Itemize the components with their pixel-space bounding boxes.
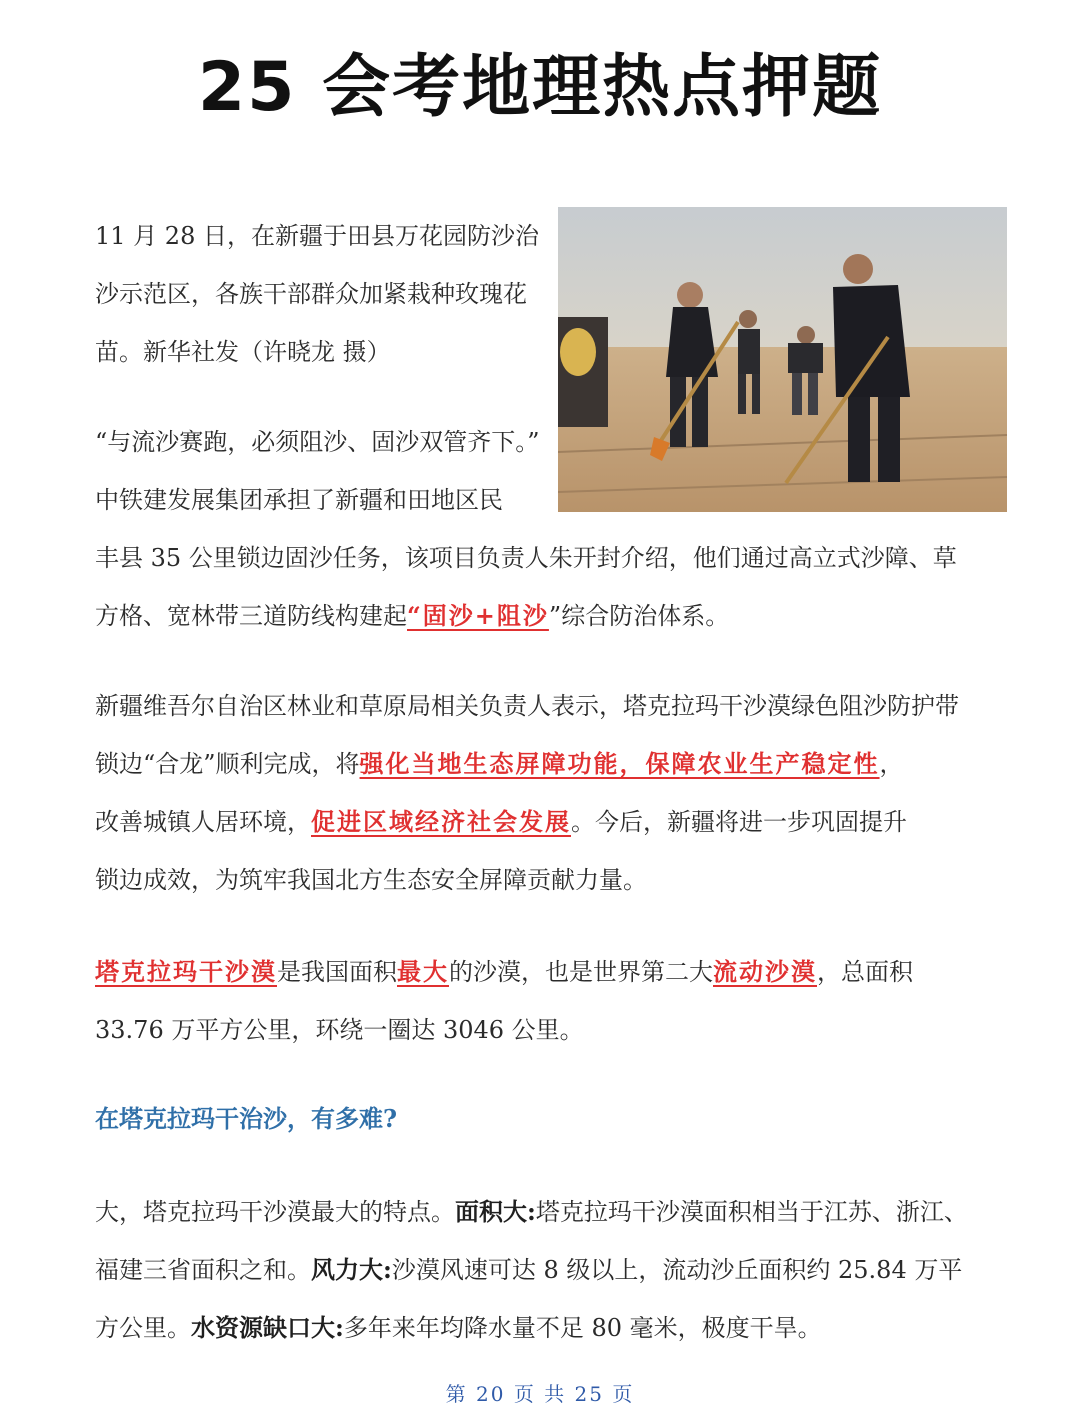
p4-text-2: 的沙漠，也是世界第二大	[449, 958, 713, 986]
highlight-regional-development: 促进区域经济社会发展	[311, 807, 571, 836]
caption-line-2: 沙示范区，各族干部群众加紧栽种玫瑰花	[95, 280, 527, 308]
current-page-number: 20	[476, 1382, 506, 1406]
p5-l3-text-a: 方公里。	[95, 1314, 191, 1342]
section-heading: 在塔克拉玛干治沙，有多难?	[95, 1104, 398, 1133]
page-title: 25 会考地理热点押题	[197, 48, 883, 127]
highlight-sand-fixation: “固沙+阻沙	[407, 601, 549, 630]
p5-line-1	[95, 1183, 968, 1241]
p5-l1-text-a: 大，塔克拉玛干沙漠最大的特点。	[95, 1198, 455, 1226]
p2-line4-text-a: 方格、宽林带三道防线构建起	[95, 602, 407, 630]
p3-line3-text-a: 改善城镇人居环境，	[95, 808, 311, 836]
label-strong-wind: 风力大:	[311, 1255, 392, 1284]
p3-line2-text-a: 锁边“合龙”顺利完成，将	[95, 750, 360, 778]
label-large-area: 面积大:	[455, 1197, 536, 1226]
p3-line3-text-b: 。今后，新疆将进一步巩固提升	[571, 808, 907, 836]
p3-line2-text-b: ，	[879, 750, 904, 778]
paragraph-2	[95, 413, 957, 645]
caption-line-1: 11 月 28 日，在新疆于田县万花园防沙治	[95, 222, 539, 250]
highlight-taklimakan: 塔克拉玛干沙漠	[95, 957, 277, 986]
p2-line-1: “与流沙赛跑，必须阻沙、固沙双管齐下。”	[95, 428, 540, 456]
label-water-shortage: 水资源缺口大:	[191, 1313, 344, 1342]
p3-line-3	[95, 793, 959, 851]
footer-label-di: 第	[445, 1382, 468, 1406]
highlight-shifting-desert: 流动沙漠	[713, 957, 817, 986]
photo-caption	[95, 207, 539, 381]
footer-label-ye: 页	[513, 1382, 536, 1406]
highlight-largest: 最大	[397, 957, 449, 986]
highlight-ecological-barrier: 强化当地生态屏障功能，保障农业生产稳定性	[359, 749, 880, 778]
p5-l2-text-b: 沙漠风速可达 8 级以上，流动沙丘面积约 25.84 万平	[391, 1256, 963, 1284]
p4-text-3: ，总面积	[817, 958, 913, 986]
p5-l1-text-b: 塔克拉玛干沙漠面积相当于江苏、浙江、	[535, 1198, 968, 1226]
paragraph-4	[95, 943, 913, 1059]
p2-line-4	[95, 587, 957, 645]
p4-line-1	[95, 943, 913, 1001]
p3-line-1: 新疆维吾尔自治区林业和草原局相关负责人表示，塔克拉玛干沙漠绿色阻沙防护带	[95, 692, 959, 720]
p3-line-4: 锁边成效，为筑牢我国北方生态安全屏障贡献力量。	[95, 866, 647, 894]
paragraph-5	[95, 1183, 968, 1357]
p5-line-3	[95, 1299, 968, 1357]
p4-text-1: 是我国面积	[277, 958, 397, 986]
p2-line-3: 丰县 35 公里锁边固沙任务，该项目负责人朱开封介绍，他们通过高立式沙障、草	[95, 544, 957, 572]
page-footer	[0, 1378, 1080, 1407]
p3-line-2	[95, 735, 959, 793]
paragraph-3	[95, 677, 959, 909]
total-page-count: 25	[574, 1382, 604, 1406]
p5-l2-text-a: 福建三省面积之和。	[95, 1256, 311, 1284]
caption-line-3: 苗。新华社发（许晓龙 摄）	[95, 338, 391, 366]
p5-l3-text-b: 多年来年均降水量不足 80 毫米，极度干旱。	[343, 1314, 822, 1342]
p5-line-2	[95, 1241, 968, 1299]
p2-line-2: 中铁建发展集团承担了新疆和田地区民	[95, 486, 503, 514]
footer-label-ye-2: 页	[612, 1382, 635, 1406]
p2-line4-text-b: ”综合防治体系。	[548, 602, 730, 630]
p4-line-2: 33.76 万平方公里，环绕一圈达 3046 公里。	[95, 1016, 584, 1044]
footer-label-gong: 共	[544, 1382, 567, 1406]
